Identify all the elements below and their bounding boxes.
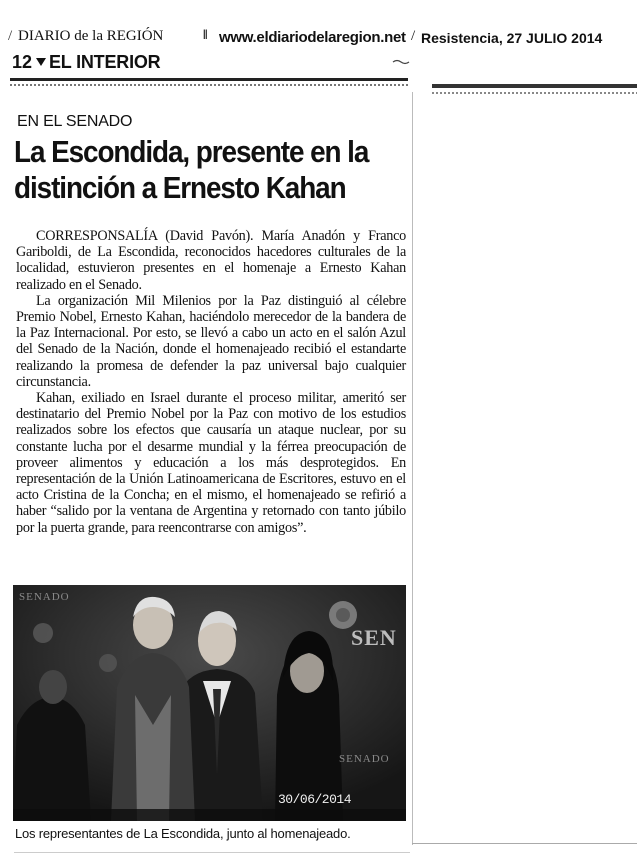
page-number: 12 — [12, 52, 33, 72]
masthead — [0, 28, 637, 52]
newspaper-website: www.eldiariodelaregion.net — [219, 29, 406, 46]
newspaper-name: DIARIO de la REGIÓN — [18, 28, 164, 44]
scribble-mark-icon — [392, 59, 410, 65]
right-column-rule — [432, 84, 637, 88]
photo-caption: Los representantes de La Escondida, junto al homenajeado. — [15, 826, 351, 841]
headline-line-2: distinción a Ernesto Kahan — [14, 170, 346, 205]
triangle-down-icon — [36, 58, 46, 66]
backdrop-text: SENADO — [19, 591, 70, 603]
masthead-leading-mark: / — [8, 28, 13, 44]
backdrop-text: SEN — [351, 625, 397, 650]
section-rule — [10, 78, 408, 81]
right-column-rule-dotted — [432, 92, 637, 94]
article-paragraph: Kahan, exiliado en Israel durante el proceso militar, ameritó ser destinatario del Premio Nobel por la Paz con motivo de los estudios realizados sobre los efectos que causaría un ataque nuclear, por su constante lucha por el desarme mundial y la férrea preocupación de proveer alimentos y educación a los más desprotegidos. En representación de la Unión Latinoamericana de Escritores, estuvo en el acto Cristina de la Concha; en el mismo, el homenajeado se refirió a haber “salido por la ventana de Argentina y retornado con tanto júbilo por la puerta grande, para reencontrarse con amigos”. — [16, 390, 406, 536]
column-divider — [412, 92, 413, 845]
article-kicker: EN EL SENADO — [17, 113, 133, 130]
article-photo — [13, 585, 406, 821]
article-paragraph: CORRESPONSALÍA (David Pavón). María Anadón y Franco Gariboldi, de La Escondida, reconocidos hacedores culturales de la localidad, estuvieron presentes en el homenaje a Ernesto Kahan realizado en el Senado. — [16, 228, 406, 293]
photo-date-stamp: 30/06/2014 — [278, 792, 352, 807]
photo-illustration — [13, 585, 406, 821]
backdrop-text: SENADO — [339, 753, 390, 765]
article-body — [16, 228, 406, 536]
article-headline — [14, 134, 370, 206]
masthead-slash: / — [411, 28, 416, 44]
headline-line-1: La Escondida, presente en la — [14, 134, 369, 169]
section-name: EL INTERIOR — [49, 52, 161, 72]
right-column-bottom-rule — [412, 843, 637, 844]
article-paragraph: La organización Mil Milenios por la Paz distinguió al célebre Premio Nobel, Ernesto Kahan, haciéndolo merecedor de la bandera de la Paz Internacional. Por esto, se llevó a cabo un acto en el salón Azul del Senado de la Nación, donde el homenajeado recibió el estandarte realizando la promesa de defender la paz universal bajo cualquier circunstancia. — [16, 292, 406, 390]
page-bottom-rule — [14, 852, 410, 853]
masthead-separator: ‖ — [203, 28, 208, 43]
city-and-date: Resistencia, 27 JULIO 2014 — [421, 30, 603, 46]
section-rule-dotted — [10, 84, 408, 86]
